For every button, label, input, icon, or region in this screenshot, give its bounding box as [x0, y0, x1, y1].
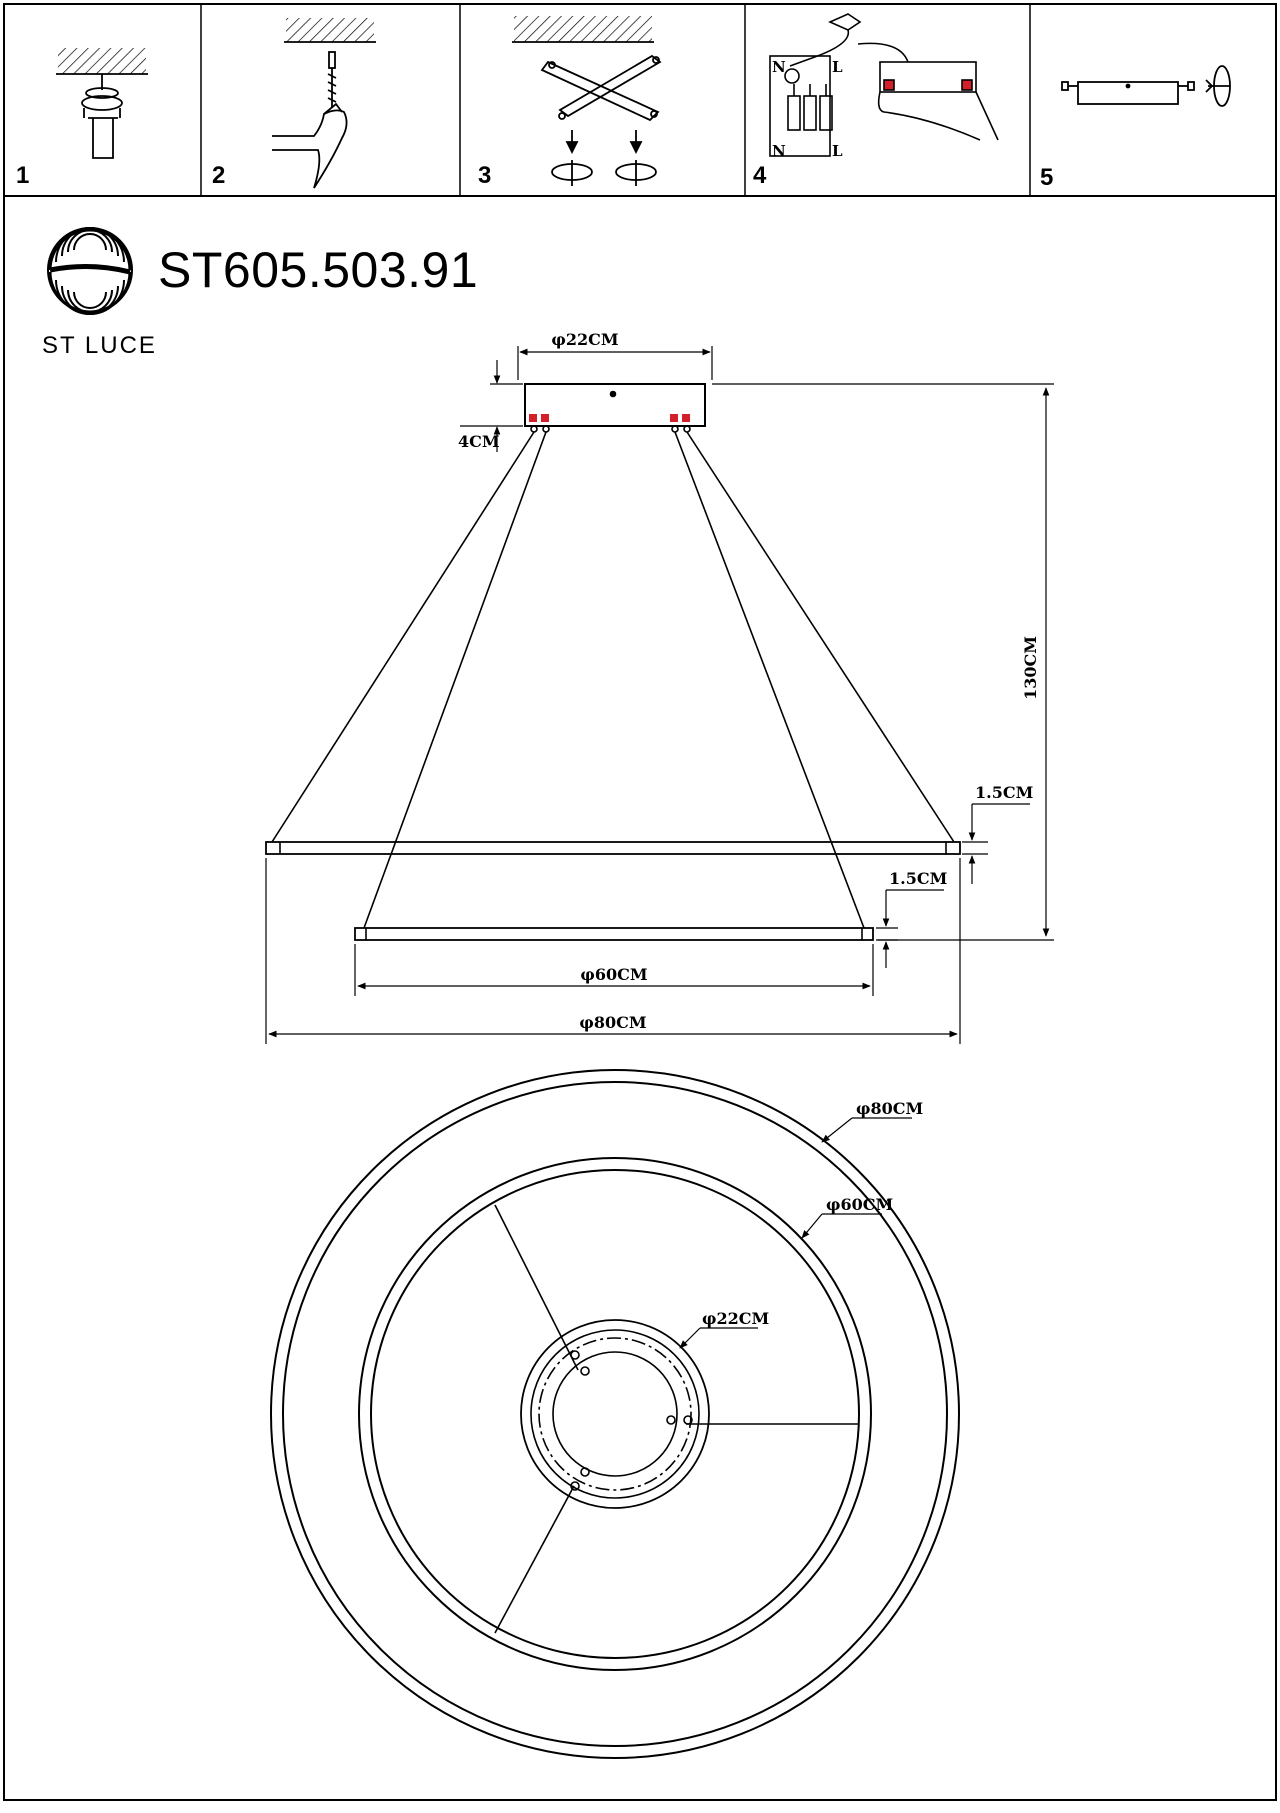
step-number-3: 3	[478, 162, 492, 189]
step-number-4: 4	[753, 162, 767, 189]
top-inner-ring-diameter-label: φ60CM	[826, 1195, 894, 1214]
step-number-2: 2	[212, 162, 226, 189]
wiring-l-top: L	[832, 58, 843, 76]
wiring-n-top: N	[772, 58, 786, 76]
top-view-drawing	[271, 1070, 959, 1758]
side-view-drawing	[266, 384, 960, 940]
wiring-terminal-icon	[770, 14, 998, 156]
step-number-1: 1	[16, 162, 30, 189]
inner-ring-diameter-label: φ60CM	[580, 965, 648, 984]
canopy-screw-icon	[1062, 66, 1230, 106]
cross-bracket-icon	[512, 16, 660, 186]
top-outer-ring-diameter-label: φ80CM	[856, 1099, 924, 1118]
outer-ring-diameter-label: φ80CM	[579, 1013, 647, 1032]
hammer-drill-icon	[272, 18, 376, 188]
st-luce-logo-icon	[48, 228, 132, 314]
canopy-height-label: 4CM	[458, 432, 500, 451]
brand-name: ST LUCE	[42, 332, 157, 359]
ceiling-junction-icon	[56, 48, 148, 158]
canopy-diameter-label: φ22CM	[551, 330, 619, 349]
model-number: ST605.503.91	[158, 242, 479, 298]
wiring-l-bottom: L	[832, 142, 843, 160]
step-number-5: 5	[1040, 164, 1054, 191]
wiring-n-bottom: N	[772, 142, 786, 160]
outer-ring-thickness-label: 1.5CM	[975, 783, 1034, 802]
top-canopy-diameter-label: φ22CM	[702, 1309, 770, 1328]
inner-ring-thickness-label: 1.5CM	[889, 869, 948, 888]
total-height-label: 130CM	[1021, 636, 1040, 700]
